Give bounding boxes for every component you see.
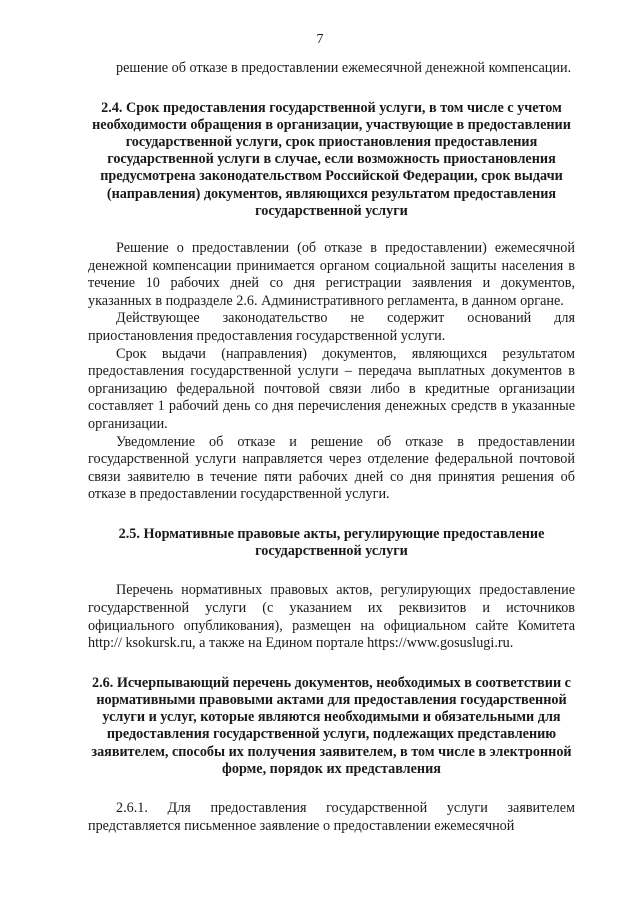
page-content <box>88 60 575 835</box>
section-2-4-paragraph: Действующее законодательство не содержит оснований для приостановления предоставления государственной услуги. <box>88 310 575 344</box>
section-2-4-paragraph: Уведомление об отказе и решение об отказе в предоставлении государственной услуги направляется через отделение федеральной почтовой связи заявителю в течение пяти рабочих дней со дня принятия решения об отказе в предоставлении государственной услуги. <box>88 433 575 503</box>
section-2-4-heading: 2.4. Срок предоставления государственной услуги, в том числе с учетом необходимости обращения в организации, участвующие в предоставлении государственной услуги, срок приостановления предоставления государственной услуги в случае, если возможность приостановления предусмотрена законодательством Российской Федерации, срок выдачи (направления) документов, являющихся результатом предоставления государственной услуги <box>92 99 571 219</box>
section-2-6-heading: 2.6. Исчерпывающий перечень документов, необходимых в соответствии с нормативными правовыми актами для предоставления государственной услуги и услуг, которые являются необходимыми и обязательными для предоставления государственной услуги, подлежащих представлению заявителем, способы их получения заявителем, в том числе в электронной форме, порядок их представления <box>91 674 572 777</box>
section-2-4-paragraph: Решение о предоставлении (об отказе в предоставлении) ежемесячной денежной компенсации принимается органом социальной защиты населения в течение 10 рабочих дней со дня регистрации заявления и документов, указанных в подразделе 2.6. Административного регламента, в данном органе. <box>88 240 575 309</box>
intro-paragraph: решение об отказе в предоставлении ежемесячной денежной компенсации. <box>116 60 572 76</box>
section-2-6-paragraph: 2.6.1. Для предоставления государственной услуги заявителем представляется письменное заявление о предоставлении ежемесячной <box>88 799 575 834</box>
page-number: 7 <box>316 32 324 47</box>
section-2-4-paragraph: Срок выдачи (направления) документов, являющихся результатом предоставления государственной услуги – передача выплатных документов в организацию федеральной почтовой связи либо в кредитные организации составляет 1 рабочий день со дня перечисления денежных средств в указанные организации. <box>88 345 575 432</box>
section-2-5-heading: 2.5. Нормативные правовые акты, регулирующие предоставление государственной услуги <box>118 525 545 560</box>
section-2-5-paragraph: Перечень нормативных правовых актов, регулирующих предоставление государственной услуги (с указанием их реквизитов и источников официального опубликования), размещен на официальном сайте Комитета http:// ksokursk.ru, а также на Едином портале https://www.gosuslugi.ru. <box>88 582 575 652</box>
